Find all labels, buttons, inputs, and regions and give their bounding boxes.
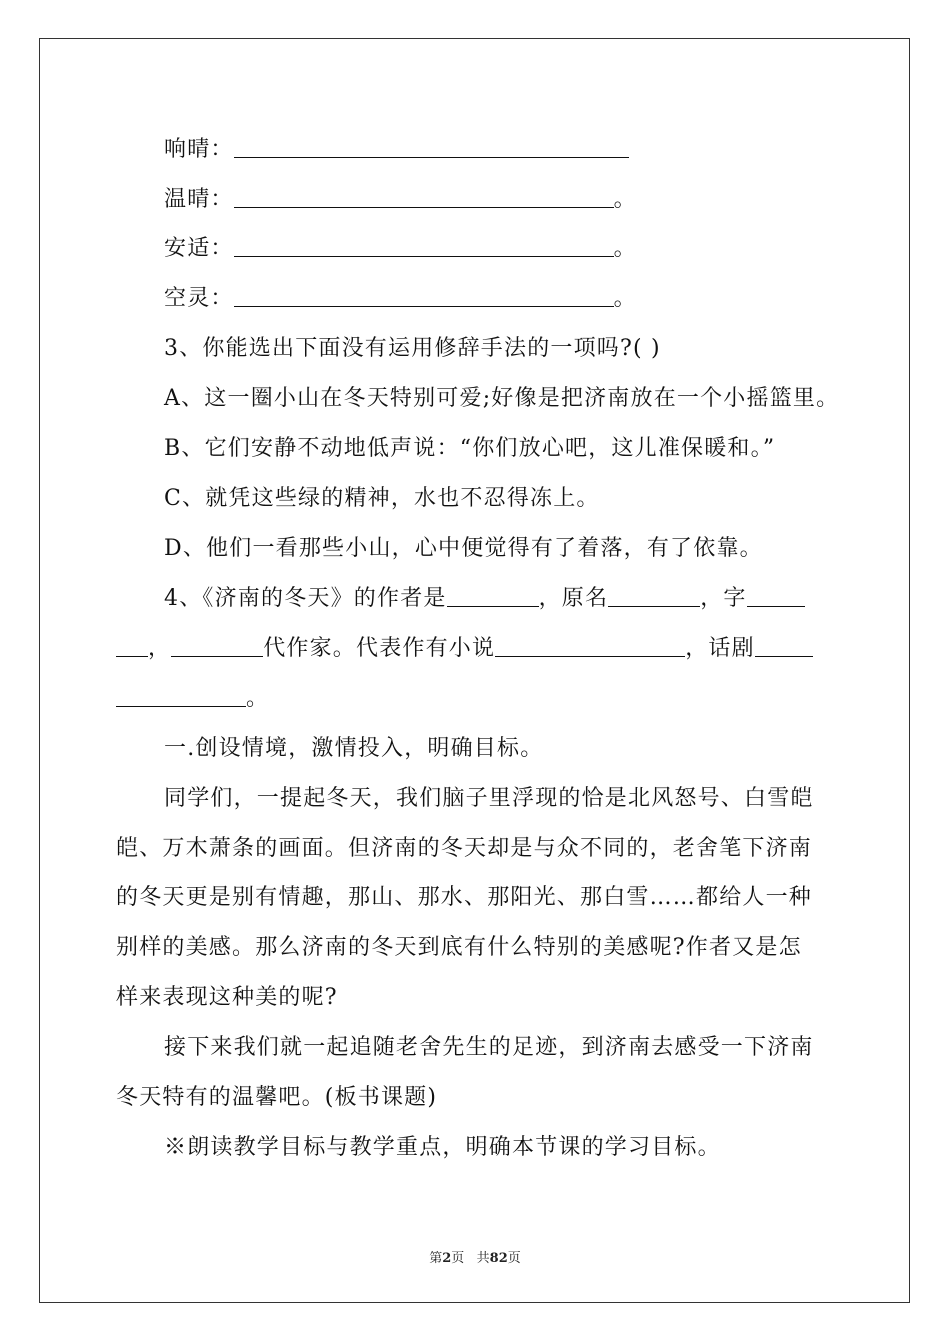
- option-d: D、他们一看那些小山，心中便觉得有了着落，有了依靠。: [164, 536, 763, 561]
- question-4-line1: 4、《济南的冬天》的作者是 ，原名 ，字: [164, 584, 805, 614]
- para1-line: 皑、万木萧条的画面。但济南的冬天却是与众不同的，老舍笔下济南: [116, 836, 813, 861]
- question-4-line3: 。: [116, 684, 269, 714]
- option-a: A、这一圈小山在冬天特别可爱;好像是把济南放在一个小摇篮里。: [164, 386, 840, 411]
- answer-blank: [234, 284, 614, 307]
- page-border: [39, 38, 910, 1303]
- vocab-label: 响晴：: [164, 137, 234, 162]
- answer-blank: [755, 634, 813, 657]
- current-page-number: 2: [442, 1251, 452, 1266]
- question-4-line2: ， 代作家。代表作有小说 ，话剧: [116, 634, 813, 664]
- vocab-label: 温晴：: [164, 187, 234, 212]
- total-page-number: 82: [489, 1251, 508, 1266]
- para3-line: ※朗读教学目标与教学重点，明确本节课的学习目标。: [164, 1135, 721, 1160]
- para2-line: 接下来我们就一起追随老舍先生的足迹，到济南去感受一下济南: [164, 1035, 814, 1060]
- answer-blank: [234, 135, 629, 158]
- vocab-line-xiangqing: [164, 135, 629, 165]
- answer-blank: [234, 234, 614, 257]
- vocab-line-wenqing: 温晴： 。: [164, 187, 637, 212]
- vocab-line-kongling: 空灵： 。: [164, 286, 637, 311]
- vocab-line-anshi: 安适： 。: [164, 236, 637, 261]
- question-3-stem: 3、你能选出下面没有运用修辞手法的一项吗?( ): [164, 336, 661, 361]
- para1-line: 同学们，一提起冬天，我们脑子里浮现的恰是北风怒号、白雪皑: [164, 786, 814, 811]
- para1-line: 样来表现这种美的呢?: [116, 985, 338, 1010]
- answer-blank: [495, 634, 685, 657]
- option-c: C、就凭这些绿的精神，水也不忍得冻上。: [164, 486, 600, 511]
- section-title: 一.创设情境，激情投入，明确目标。: [164, 736, 544, 761]
- para1-line: 别样的美感。那么济南的冬天到底有什么特别的美感呢?作者又是怎: [116, 935, 802, 960]
- answer-blank: [116, 634, 148, 657]
- answer-blank: [234, 185, 614, 208]
- answer-blank: [447, 584, 539, 607]
- vocab-label: 安适：: [164, 236, 234, 261]
- vocab-label: 空灵：: [164, 286, 234, 311]
- answer-blank: [171, 634, 263, 657]
- page-footer: 第2页 共82页: [429, 1251, 521, 1266]
- option-b: B、它们安静不动地低声说：“你们放心吧，这儿准保暖和。”: [164, 436, 776, 461]
- answer-blank: [116, 684, 246, 707]
- para2-line: 冬天特有的温馨吧。(板书课题): [116, 1085, 438, 1110]
- answer-blank: [608, 584, 700, 607]
- answer-blank: [747, 584, 805, 607]
- para1-line: 的冬天更是别有情趣，那山、那水、那阳光、那白雪……都给人一种: [116, 885, 813, 910]
